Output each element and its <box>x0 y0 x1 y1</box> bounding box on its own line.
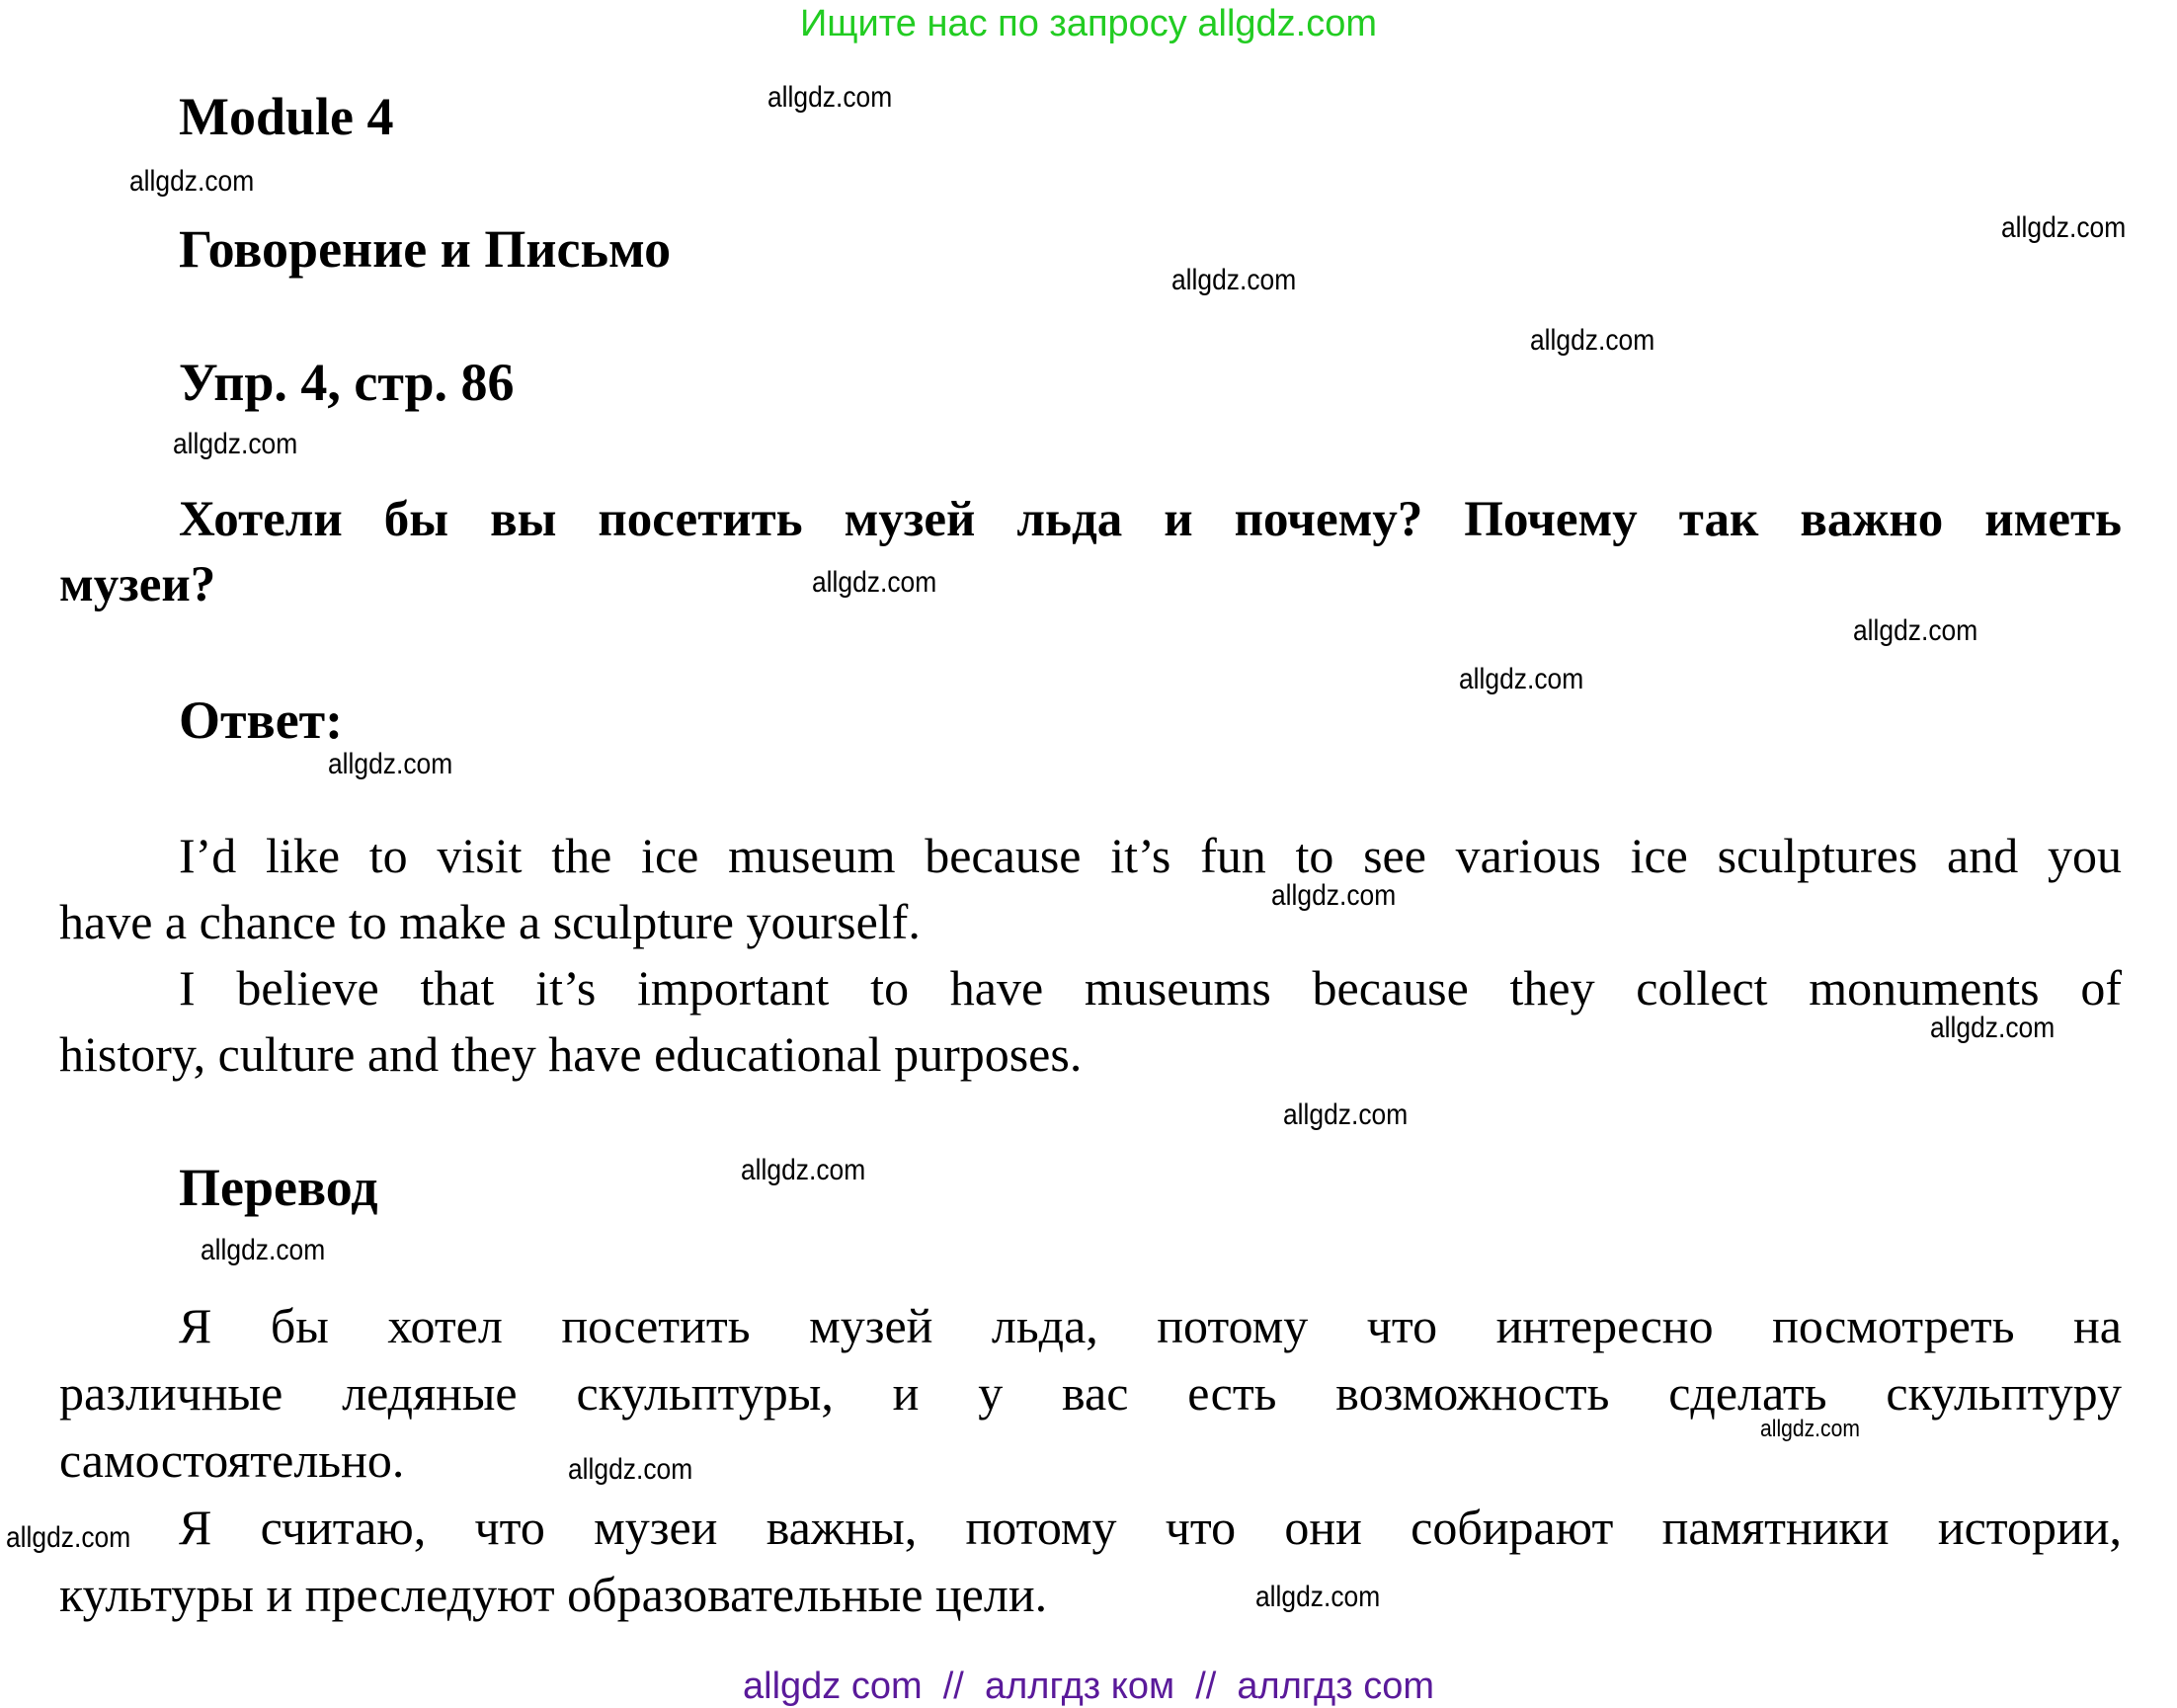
footer-links: allgdz com // аллгдз ком // аллгдз com <box>743 1666 1434 1707</box>
watermark: allgdz.com <box>2001 211 2127 244</box>
translation-line: Я бы хотел посетить музей льда, потому что интересно посмотреть на <box>179 1298 2122 1353</box>
watermark: allgdz.com <box>1930 1012 2056 1044</box>
watermark: allgdz.com <box>1853 614 1978 647</box>
section-title: Говорение и Письмо <box>179 219 672 279</box>
watermark: allgdz.com <box>6 1521 131 1554</box>
answer-line: history, culture and they have educational purposes. <box>59 1026 1083 1082</box>
search-banner: Ищите нас по запросу allgdz.com <box>799 3 1377 44</box>
watermark: allgdz.com <box>568 1453 693 1486</box>
question-line: Хотели бы вы посетить музей льда и почему? Почему так важно иметь <box>179 492 2122 547</box>
watermark: allgdz.com <box>1459 663 1584 695</box>
watermark: allgdz.com <box>1530 324 1655 357</box>
translation-line: различные ледяные скульптуры, и у вас есть возможность сделать скульптуру <box>59 1365 2122 1421</box>
translation-heading: Перевод <box>179 1158 378 1217</box>
answer-line: I’d like to visit the ice museum because it’s fun to see various ice sculptures and you <box>179 828 2122 883</box>
answer-line: have a chance to make a sculpture yourself. <box>59 894 921 949</box>
watermark: allgdz.com <box>1171 264 1297 296</box>
watermark: allgdz.com <box>328 748 453 780</box>
watermark: allgdz.com <box>767 81 893 114</box>
translation-line: Я считаю, что музеи важны, потому что они собирают памятники истории, <box>179 1500 2122 1555</box>
answer-line: I believe that it’s important to have museums because they collect monuments of <box>179 960 2122 1016</box>
translation-line: самостоятельно. <box>59 1432 405 1488</box>
watermark: allgdz.com <box>201 1234 326 1266</box>
watermark: allgdz.com <box>1255 1581 1381 1613</box>
exercise-title: Упр. 4, стр. 86 <box>179 353 515 412</box>
answer-heading: Ответ: <box>179 691 344 750</box>
watermark: allgdz.com <box>812 566 937 599</box>
watermark: allgdz.com <box>741 1154 866 1186</box>
watermark: allgdz.com <box>129 165 255 198</box>
watermark: allgdz.com <box>1271 879 1397 912</box>
question-line: музеи? <box>59 557 216 612</box>
translation-line: культуры и преследуют образовательные цели. <box>59 1567 1048 1622</box>
module-title: Module 4 <box>179 87 394 146</box>
watermark: allgdz.com <box>1283 1098 1409 1131</box>
watermark: allgdz.com <box>173 428 298 460</box>
watermark: allgdz.com <box>1760 1416 1860 1442</box>
